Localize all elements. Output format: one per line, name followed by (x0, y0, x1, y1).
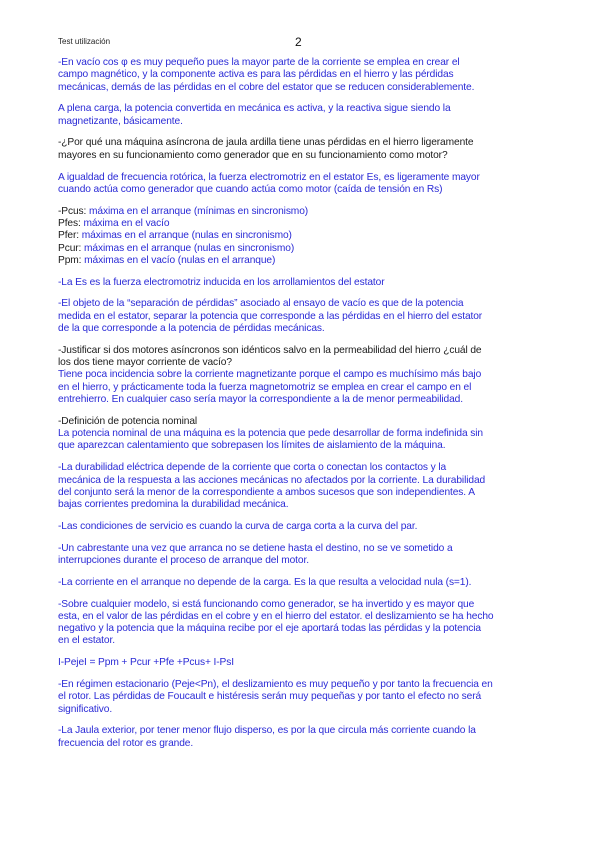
text-line: -Sobre cualquier modelo, si está funcionando como generador, se ha invertido y es mayor que (58, 598, 475, 610)
paragraph (58, 416, 543, 453)
loss-description: máxima en el vacío (80, 217, 170, 229)
paragraph (58, 137, 543, 162)
paragraph (58, 577, 543, 589)
answer-line: Tiene poca incidencia sobre la corriente magnetizante porque el campo es muchísimo más bajo (58, 369, 482, 381)
text-line: cuando actúa como generador que cuando actúa como motor (caída de tensión en Rs) (58, 183, 443, 195)
text-line: -El objeto de la “separación de pérdidas” asociado al ensayo de vacío es que de la potencia (58, 298, 464, 310)
question-line: -Definición de potencia nominal (58, 415, 198, 427)
text-line: -La corriente en el arranque no depende de la carga. Es la que resulta a velocidad nula (s=1). (58, 576, 472, 588)
text-line: negativo y la potencia que la máquina recibe por el eje aportará todas las pérdidas y la potencia (58, 623, 481, 635)
loss-label: Pcur: (58, 242, 82, 254)
answer-line: que aparezcan calentamiento que sobrepasen los límites de aislamiento de la máquina. (58, 440, 446, 452)
paragraph (58, 57, 543, 94)
text-line: A igualdad de frecuencia rotórica, la fuerza electromotriz en el estator Es, es ligeramente mayor (58, 171, 480, 183)
paragraph (58, 462, 543, 511)
question-line: -Justificar si dos motores asíncronos son idénticos salvo en la permeabilidad del hierro ¿cuál de (58, 344, 482, 356)
text-line: -Un cabrestante una vez que arranca no se detiene hasta el destino, no se ve sometido a (58, 542, 453, 554)
loss-item (58, 255, 543, 267)
text-line: mecánicas, demás de las pérdidas en el cobre del estator que se reducen considerablemente. (58, 81, 475, 93)
text-line: I-PejeI = Ppm + Pcur +Pfe +Pcus+ I-PsI (58, 657, 234, 669)
loss-label: -Pcus: (58, 205, 87, 217)
text-line: -La Es es la fuerza electromotriz inducida en los arrollamientos del estator (58, 276, 385, 288)
text-line: interrupciones durante el proceso de arranque del motor. (58, 555, 309, 566)
loss-description: máximas en el vacío (nulas en el arranque) (81, 254, 276, 266)
text-line: campo magnético, y la componente activa es para las pérdidas en el hierro y las pérdidas (58, 69, 454, 81)
loss-description: máximas en el arranque (nulas en sincronismo) (79, 230, 292, 242)
paragraph (58, 599, 543, 648)
loss-item (58, 230, 543, 242)
paragraph (58, 345, 543, 406)
loss-label: Pfes: (58, 217, 81, 229)
question-line: -¿Por qué una máquina asíncrona de jaula ardilla tiene unas pérdidas en el hierro ligeramente (58, 137, 474, 149)
paragraph (58, 521, 543, 533)
text-line: de la que corresponde a la potencia de pérdidas mecánicas. (58, 323, 325, 335)
question-line: los dos tiene mayor corriente de vacío? (58, 357, 232, 369)
text-line: frecuencia del rotor es grande. (58, 737, 194, 749)
loss-item (58, 218, 543, 230)
text-line: -En régimen estacionario (Peje<Pn), el deslizamiento es muy pequeño y por tanto la frecuencia en (58, 679, 493, 691)
answer-line: entrehierro. En cualquier caso sería mayor la correspondiente a la de menor permeabilidad. (58, 394, 463, 406)
document-body (58, 57, 543, 760)
loss-description: máxima en el arranque (mínimas en sincronismo) (86, 205, 309, 217)
loss-label: Pfer: (58, 230, 80, 242)
loss-item (58, 243, 543, 255)
text-line: -Las condiciones de servicio es cuando la curva de carga corta a la curva del par. (58, 520, 418, 532)
text-line: -La Jaula exterior, por tener menor flujo disperso, es por la que circula más corriente cuando la (58, 725, 476, 737)
text-line: A plena carga, la potencia convertida en mecánica es activa, y la reactiva sigue siendo la (58, 103, 451, 115)
text-line: bajas corrientes predomina la durabilidad mecánica. (58, 499, 289, 511)
paragraph (58, 543, 543, 568)
paragraph (58, 103, 543, 128)
document-header-title: Test utilización (58, 37, 111, 46)
text-line: -En vacío cos φ es muy pequeño pues la mayor parte de la corriente se emplea en crear el (58, 57, 460, 68)
text-line: del conjunto será la menor de la correspondiente a ambos sucesos que son independientes. A (58, 486, 475, 498)
text-line: significativo. (58, 703, 113, 715)
loss-label: Ppm: (58, 254, 82, 266)
answer-line: La potencia nominal de una máquina es la potencia que pede desarrollar de forma indefinida sin (58, 428, 483, 440)
text-line: esta, en el valor de las pérdidas en el cobre y en el hierro del estator. el deslizamiento se ha hecho (58, 610, 494, 622)
answer-line: en el hierro, y prácticamente toda la fuerza magnetomotriz se emplea en crear el campo en el (58, 381, 472, 393)
paragraph (58, 206, 543, 267)
question-line: mayores en su funcionamiento como generador que en su funcionamiento como motor? (58, 149, 448, 161)
text-line: mecánica de la respuesta a las acciones mecánicas no afectados por la corriente. La durabilidad (58, 474, 486, 486)
text-line: -La durabilidad eléctrica depende de la corriente que corta o conectan los contactos y la (58, 462, 447, 474)
loss-item (58, 206, 543, 218)
paragraph (58, 298, 543, 335)
paragraph (58, 679, 543, 716)
text-line: magnetizante, básicamente. (58, 115, 183, 127)
text-line: el rotor. Las pérdidas de Foucault e histéresis serán muy pequeñas y por tanto el efecto no será (58, 691, 482, 703)
paragraph (58, 725, 543, 750)
text-line: medida en el estator, separar la potencia que corresponde a las pérdidas en el hierro del estator (58, 310, 483, 322)
paragraph (58, 172, 543, 197)
loss-description: máximas en el arranque (nulas en sincronismo) (81, 242, 295, 254)
paragraph (58, 657, 543, 669)
paragraph (58, 277, 543, 289)
text-line: en el estator. (58, 635, 115, 647)
page-number: 2 (295, 35, 302, 49)
